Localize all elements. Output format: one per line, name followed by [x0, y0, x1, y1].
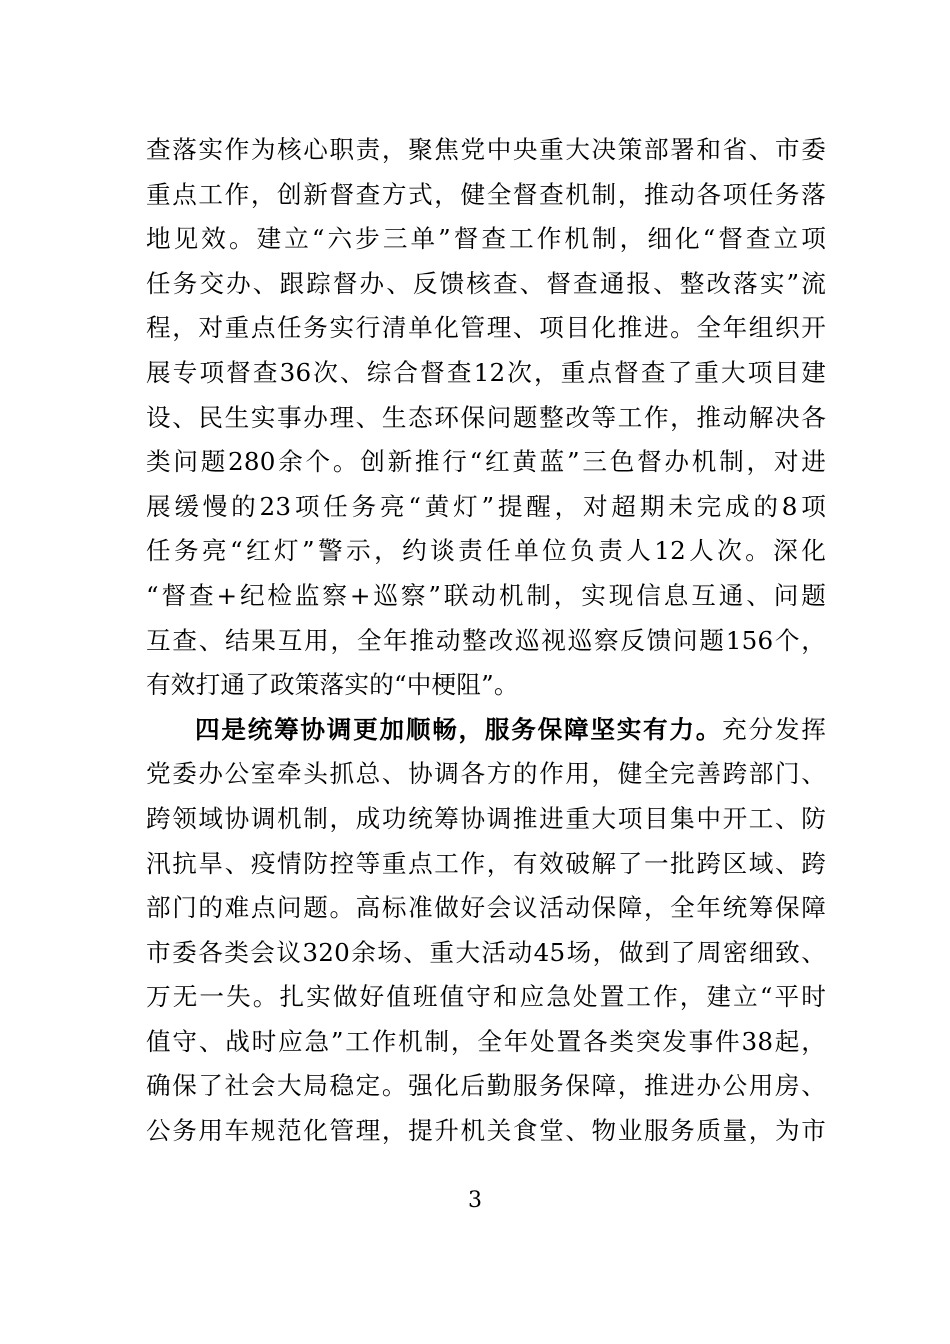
text-line: 汛抗旱、疫情防控等重点工作，有效破解了一批跨区域、跨: [146, 848, 826, 878]
paragraph-coordination: [146, 708, 826, 1154]
document-body: [146, 128, 826, 1154]
text-line: 设、民生实事办理、生态环保问题整改等工作，推动解决各: [146, 402, 826, 432]
text-line: 确保了社会大局稳定。强化后勤服务保障，推进办公用房、: [146, 1071, 826, 1101]
text-line: 互查、结果互用，全年推动整改巡视巡察反馈问题156个，: [146, 625, 826, 655]
text-line: 地见效。建立“六步三单”督查工作机制，细化“督查立项: [146, 224, 826, 254]
text-line: 部门的难点问题。高标准做好会议活动保障，全年统筹保障: [146, 893, 826, 923]
text-line: 值守、战时应急”工作机制，全年处置各类突发事件38起，: [146, 1026, 826, 1056]
text-line: 任务交办、跟踪督办、反馈核查、督查通报、整改落实”流: [146, 268, 826, 298]
text-line: 程，对重点任务实行清单化管理、项目化推进。全年组织开: [146, 313, 826, 343]
text-line: “督查+纪检监察+巡察”联动机制，实现信息互通、问题: [146, 580, 826, 610]
paragraph-first-line: [146, 708, 826, 753]
paragraph-oversight: [146, 128, 826, 708]
text-line: 万无一失。扎实做好值班值守和应急处置工作，建立“平时: [146, 982, 826, 1012]
text-line: 重点工作，创新督查方式，健全督查机制，推动各项任务落: [146, 179, 826, 209]
paragraph-heading: 四是统筹协调更加顺畅，服务保障坚实有力。: [195, 714, 723, 744]
text-line: 党委办公室牵头抓总、协调各方的作用，健全完善跨部门、: [146, 759, 826, 789]
text-line: 市委各类会议320余场、重大活动45场，做到了周密细致、: [146, 937, 826, 967]
text-line: 展缓慢的23项任务亮“黄灯”提醒，对超期未完成的8项: [146, 491, 826, 521]
text-line: 公务用车规范化管理，提升机关食堂、物业服务质量，为市: [146, 1116, 826, 1146]
text-line: 展专项督查36次、综合督查12次，重点督查了重大项目建: [146, 357, 826, 387]
paragraph-first-line-text: 充分发挥: [722, 714, 826, 744]
text-line: 有效打通了政策落实的“中梗阻”。: [146, 670, 519, 700]
text-line: 查落实作为核心职责，聚焦党中央重大决策部署和省、市委: [146, 135, 826, 164]
text-line: 跨领域协调机制，成功统筹协调推进重大项目集中开工、防: [146, 803, 826, 833]
text-line: 类问题280余个。创新推行“红黄蓝”三色督办机制，对进: [146, 447, 826, 477]
page-number: 3: [468, 1188, 482, 1213]
text-line: 任务亮“红灯”警示，约谈责任单位负责人12人次。深化: [146, 536, 826, 566]
